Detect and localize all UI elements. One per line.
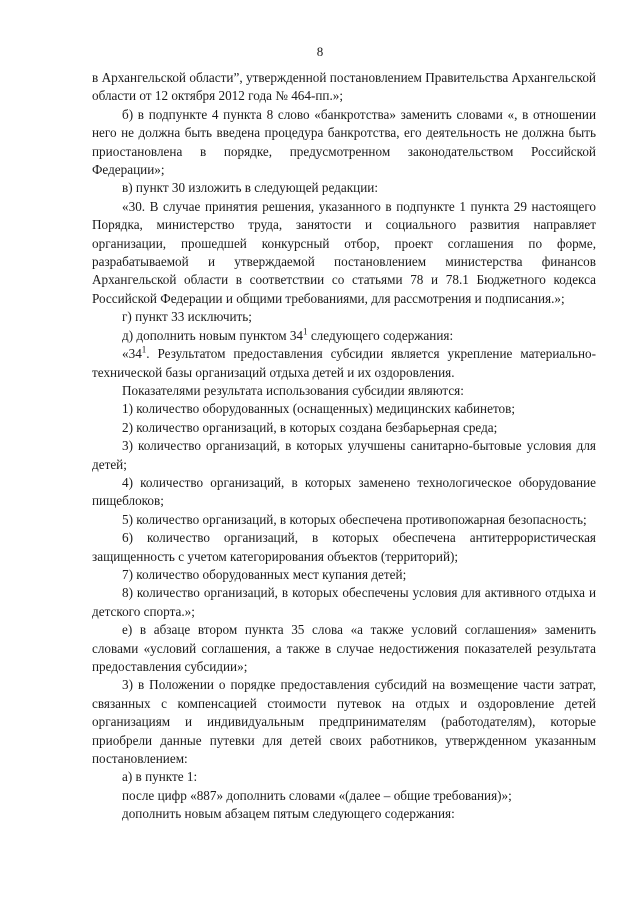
paragraph <box>92 327 596 345</box>
paragraph-text: дополнить новым абзацем пятым следующего содержания: <box>122 806 455 822</box>
paragraph <box>92 106 596 180</box>
paragraph-text-continued: . Результатом предоставления субсидии является укрепление материально-технической базы организаций отдыха детей и их оздоровления. <box>92 346 596 380</box>
paragraph-text: в Архангельской области”, утвержденной постановлением Правительства Архангельской области от 12 октября 2012 года № 464-пп.»; <box>92 70 596 104</box>
paragraph-text: 2) количество организаций, в которых создана безбарьерная среда; <box>122 419 498 435</box>
paragraph <box>92 566 596 584</box>
paragraph <box>92 511 596 529</box>
paragraph <box>92 345 596 382</box>
paragraph-text: е) в абзаце втором пункта 35 слова «а также условий соглашения» заменить словами «условий соглашения, а также в случае недостижения показателей результата предоставления субсидии»; <box>92 622 596 674</box>
paragraph-text: 3) количество организаций, в которых улучшены санитарно-бытовые условия для детей; <box>92 438 596 472</box>
paragraph <box>92 419 596 437</box>
paragraph-text: 5) количество организаций, в которых обеспечена противопожарная безопасность; <box>122 511 587 527</box>
paragraph <box>92 69 596 106</box>
paragraph <box>92 179 596 197</box>
paragraph <box>92 584 596 621</box>
paragraph <box>92 676 596 768</box>
paragraph-text: 1) количество оборудованных (оснащенных) медицинских кабинетов; <box>122 401 516 417</box>
paragraph <box>92 621 596 676</box>
paragraph-text: в) пункт 30 изложить в следующей редакции: <box>122 180 378 196</box>
paragraph-text: 8) количество организаций, в которых обеспечены условия для активного отдыха и детского спорта.»; <box>92 585 596 619</box>
paragraph-text: 3) в Положении о порядке предоставления субсидий на возмещение части затрат, связанных с компенсацией стоимости путевок на отдых и оздоровление детей организациям и индивидуальным предпринимателям (работодателям), которые приобрели данные путевки для детей своих работников, утвержденном указанным постановлением: <box>92 677 596 767</box>
paragraph <box>92 805 596 823</box>
paragraph <box>92 437 596 474</box>
superscript: 1 <box>141 344 147 355</box>
paragraph <box>92 529 596 566</box>
paragraph-text-continued: следующего содержания: <box>307 327 454 343</box>
paragraph-text: 7) количество оборудованных мест купания детей; <box>122 566 407 582</box>
paragraph-text: б) в подпункте 4 пункта 8 слово «банкротства» заменить словами «, в отношении него не должна быть введена процедура банкротства, его деятельность не должна быть приостановлена в порядке, предусмотренном законодательством Российской Федерации»; <box>92 106 596 178</box>
paragraph-text: 4) количество организаций, в которых заменено технологическое оборудование пищеблоков; <box>92 474 596 509</box>
paragraph-text: 6) количество организаций, в которых обеспечена антитеррористическая защищенность с учетом категорирования объектов (территорий); <box>92 530 596 564</box>
paragraph <box>92 308 596 326</box>
paragraph-text: д) дополнить новым пунктом 34 <box>122 327 304 343</box>
superscript: 1 <box>303 326 308 337</box>
paragraph-text: Показателями результата использования субсидии являются: <box>122 382 464 398</box>
page-number: 8 <box>316 44 324 59</box>
paragraph <box>92 198 596 308</box>
paragraph <box>92 787 596 805</box>
document-body <box>92 69 596 824</box>
paragraph-text: после цифр «887» дополнить словами «(далее – общие требования)»; <box>122 787 512 803</box>
paragraph-text: а) в пункте 1: <box>122 769 198 785</box>
paragraph <box>92 382 596 400</box>
paragraph <box>92 768 596 786</box>
paragraph-text: «30. В случае принятия решения, указанного в подпункте 1 пункта 29 настоящего Порядка, министерство труда, занятости и социального развития направляет организации, прошедшей конкурсный отбор, проект соглашения по форме, разрабатываемой и утверждаемой постановлением министерства финансов Архангельской области в соответствии со статьями 78 и 78.1 Бюджетного кодекса Российской Федерации и общими требованиями, для рассмотрения и подписания.»; <box>92 198 596 306</box>
paragraph <box>92 400 596 418</box>
paragraph <box>92 474 596 511</box>
paragraph-text: «34 <box>122 346 142 362</box>
paragraph-text: г) пункт 33 исключить; <box>122 309 252 325</box>
